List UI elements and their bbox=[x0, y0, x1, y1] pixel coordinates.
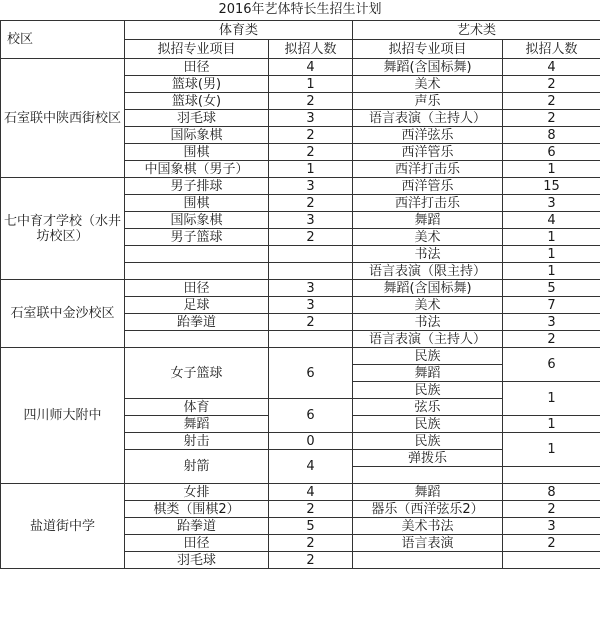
arts-count: 2 bbox=[503, 331, 600, 348]
sports-count: 3 bbox=[269, 110, 353, 127]
arts-project: 民族 bbox=[353, 348, 503, 365]
sports-project: 篮球(女) bbox=[125, 93, 269, 110]
arts-count: 1 bbox=[503, 382, 600, 416]
sports-count bbox=[269, 331, 353, 348]
arts-project-empty bbox=[353, 467, 503, 484]
arts-project: 器乐（西洋弦乐2） bbox=[353, 501, 503, 518]
arts-count: 3 bbox=[503, 195, 600, 212]
arts-count bbox=[503, 552, 600, 569]
sports-count: 3 bbox=[269, 297, 353, 314]
sports-count: 6 bbox=[269, 348, 353, 399]
sports-project-line2: 舞蹈 bbox=[125, 416, 269, 433]
school-name: 七中育才学校（水井坊校区） bbox=[1, 178, 125, 280]
sports-project: 足球 bbox=[125, 297, 269, 314]
arts-count: 7 bbox=[503, 297, 600, 314]
sports-project: 羽毛球 bbox=[125, 552, 269, 569]
sports-project bbox=[125, 331, 269, 348]
sports-count: 2 bbox=[269, 552, 353, 569]
sports-project: 田径 bbox=[125, 280, 269, 297]
sports-project: 体育 bbox=[125, 399, 269, 416]
arts-project: 声乐 bbox=[353, 93, 503, 110]
sports-count: 3 bbox=[269, 280, 353, 297]
sports-project: 男子排球 bbox=[125, 178, 269, 195]
arts-project-line2: 弦乐 bbox=[353, 399, 503, 416]
sports-project: 男子篮球 bbox=[125, 229, 269, 246]
sports-count: 2 bbox=[269, 93, 353, 110]
sports-project bbox=[125, 246, 269, 263]
arts-count: 4 bbox=[503, 212, 600, 229]
arts-count: 2 bbox=[503, 76, 600, 93]
arts-count: 8 bbox=[503, 484, 600, 501]
arts-project: 美术书法 bbox=[353, 518, 503, 535]
sports-count: 3 bbox=[269, 212, 353, 229]
arts-count: 3 bbox=[503, 518, 600, 535]
arts-count: 8 bbox=[503, 127, 600, 144]
arts-project: 美术 bbox=[353, 297, 503, 314]
arts-count: 1 bbox=[503, 229, 600, 246]
sports-project: 围棋 bbox=[125, 144, 269, 161]
sports-project: 中国象棋（男子） bbox=[125, 161, 269, 178]
sports-project: 国际象棋 bbox=[125, 212, 269, 229]
sports-count bbox=[269, 246, 353, 263]
header-arts-count: 拟招人数 bbox=[503, 40, 600, 59]
header-arts-project: 拟招专业项目 bbox=[353, 40, 503, 59]
sports-count: 2 bbox=[269, 314, 353, 331]
sports-count: 5 bbox=[269, 518, 353, 535]
sports-project: 射箭 bbox=[125, 450, 269, 484]
sports-count: 1 bbox=[269, 76, 353, 93]
arts-count-empty bbox=[503, 467, 600, 484]
sports-project: 跆拳道 bbox=[125, 518, 269, 535]
sports-project: 女排 bbox=[125, 484, 269, 501]
arts-project: 书法 bbox=[353, 246, 503, 263]
sports-count: 2 bbox=[269, 229, 353, 246]
header-sports-project: 拟招专业项目 bbox=[125, 40, 269, 59]
arts-project: 舞蹈 bbox=[353, 484, 503, 501]
sports-project bbox=[125, 263, 269, 280]
arts-project: 西洋管乐 bbox=[353, 144, 503, 161]
arts-count: 1 bbox=[503, 246, 600, 263]
arts-project: 民族 bbox=[353, 416, 503, 433]
arts-project: 西洋管乐 bbox=[353, 178, 503, 195]
arts-count: 2 bbox=[503, 93, 600, 110]
sports-count: 4 bbox=[269, 484, 353, 501]
page-title: 2016年艺体特长生招生计划 bbox=[0, 0, 600, 21]
arts-project-line2: 舞蹈 bbox=[353, 365, 503, 382]
arts-count: 1 bbox=[503, 433, 600, 467]
header-arts: 艺术类 bbox=[353, 21, 600, 40]
sports-count: 4 bbox=[269, 59, 353, 76]
arts-project: 西洋弦乐 bbox=[353, 127, 503, 144]
sports-project: 围棋 bbox=[125, 195, 269, 212]
arts-project: 语言表演（限主持） bbox=[353, 263, 503, 280]
arts-count: 2 bbox=[503, 535, 600, 552]
arts-project: 西洋打击乐 bbox=[353, 195, 503, 212]
sports-count: 3 bbox=[269, 178, 353, 195]
arts-project: 语言表演（主持人） bbox=[353, 110, 503, 127]
sports-count: 1 bbox=[269, 161, 353, 178]
arts-project: 舞蹈(含国标舞) bbox=[353, 59, 503, 76]
arts-count: 15 bbox=[503, 178, 600, 195]
sports-count: 6 bbox=[269, 399, 353, 433]
table-row bbox=[1, 178, 600, 195]
table-row bbox=[1, 484, 600, 501]
sports-count: 0 bbox=[269, 433, 353, 450]
arts-project: 美术 bbox=[353, 76, 503, 93]
arts-count: 1 bbox=[503, 161, 600, 178]
header-campus: 校区 bbox=[1, 21, 125, 59]
sports-project: 田径 bbox=[125, 59, 269, 76]
sports-count: 2 bbox=[269, 144, 353, 161]
sports-count: 4 bbox=[269, 450, 353, 484]
sports-project: 射击 bbox=[125, 433, 269, 450]
arts-project: 舞蹈 bbox=[353, 212, 503, 229]
sports-count bbox=[269, 263, 353, 280]
sports-count: 2 bbox=[269, 195, 353, 212]
arts-count: 4 bbox=[503, 59, 600, 76]
sports-count: 2 bbox=[269, 535, 353, 552]
sports-project: 棋类（围棋2） bbox=[125, 501, 269, 518]
sports-count: 2 bbox=[269, 127, 353, 144]
sports-project: 女子篮球 bbox=[125, 348, 269, 399]
sports-project: 田径 bbox=[125, 535, 269, 552]
school-name: 盐道街中学 bbox=[1, 484, 125, 569]
arts-project: 西洋打击乐 bbox=[353, 161, 503, 178]
arts-count: 3 bbox=[503, 314, 600, 331]
arts-count: 1 bbox=[503, 416, 600, 433]
arts-count: 2 bbox=[503, 110, 600, 127]
arts-count: 6 bbox=[503, 348, 600, 382]
table-row bbox=[1, 280, 600, 297]
sports-project: 羽毛球 bbox=[125, 110, 269, 127]
arts-project: 语言表演（主持人） bbox=[353, 331, 503, 348]
arts-project: 美术 bbox=[353, 229, 503, 246]
arts-count: 2 bbox=[503, 501, 600, 518]
arts-count: 6 bbox=[503, 144, 600, 161]
arts-project: 民族 bbox=[353, 382, 503, 399]
header-row-groups bbox=[1, 21, 600, 40]
arts-project: 舞蹈(含国标舞) bbox=[353, 280, 503, 297]
arts-project: 民族 bbox=[353, 433, 503, 450]
arts-project: 书法 bbox=[353, 314, 503, 331]
arts-project bbox=[353, 552, 503, 569]
school-name: 石室联中金沙校区 bbox=[1, 280, 125, 348]
arts-count: 1 bbox=[503, 263, 600, 280]
sports-project: 国际象棋 bbox=[125, 127, 269, 144]
school-name: 石室联中陕西街校区 bbox=[1, 59, 125, 178]
header-sports: 体育类 bbox=[125, 21, 353, 40]
table-row bbox=[1, 59, 600, 76]
header-sports-count: 拟招人数 bbox=[269, 40, 353, 59]
enrollment-table bbox=[0, 20, 600, 569]
sports-count: 2 bbox=[269, 501, 353, 518]
arts-project-line2: 弹拨乐 bbox=[353, 450, 503, 467]
school-name: 四川师大附中 bbox=[1, 348, 125, 484]
arts-project: 语言表演 bbox=[353, 535, 503, 552]
arts-count: 5 bbox=[503, 280, 600, 297]
sports-project: 篮球(男) bbox=[125, 76, 269, 93]
table-row bbox=[1, 348, 600, 365]
sports-project: 跆拳道 bbox=[125, 314, 269, 331]
